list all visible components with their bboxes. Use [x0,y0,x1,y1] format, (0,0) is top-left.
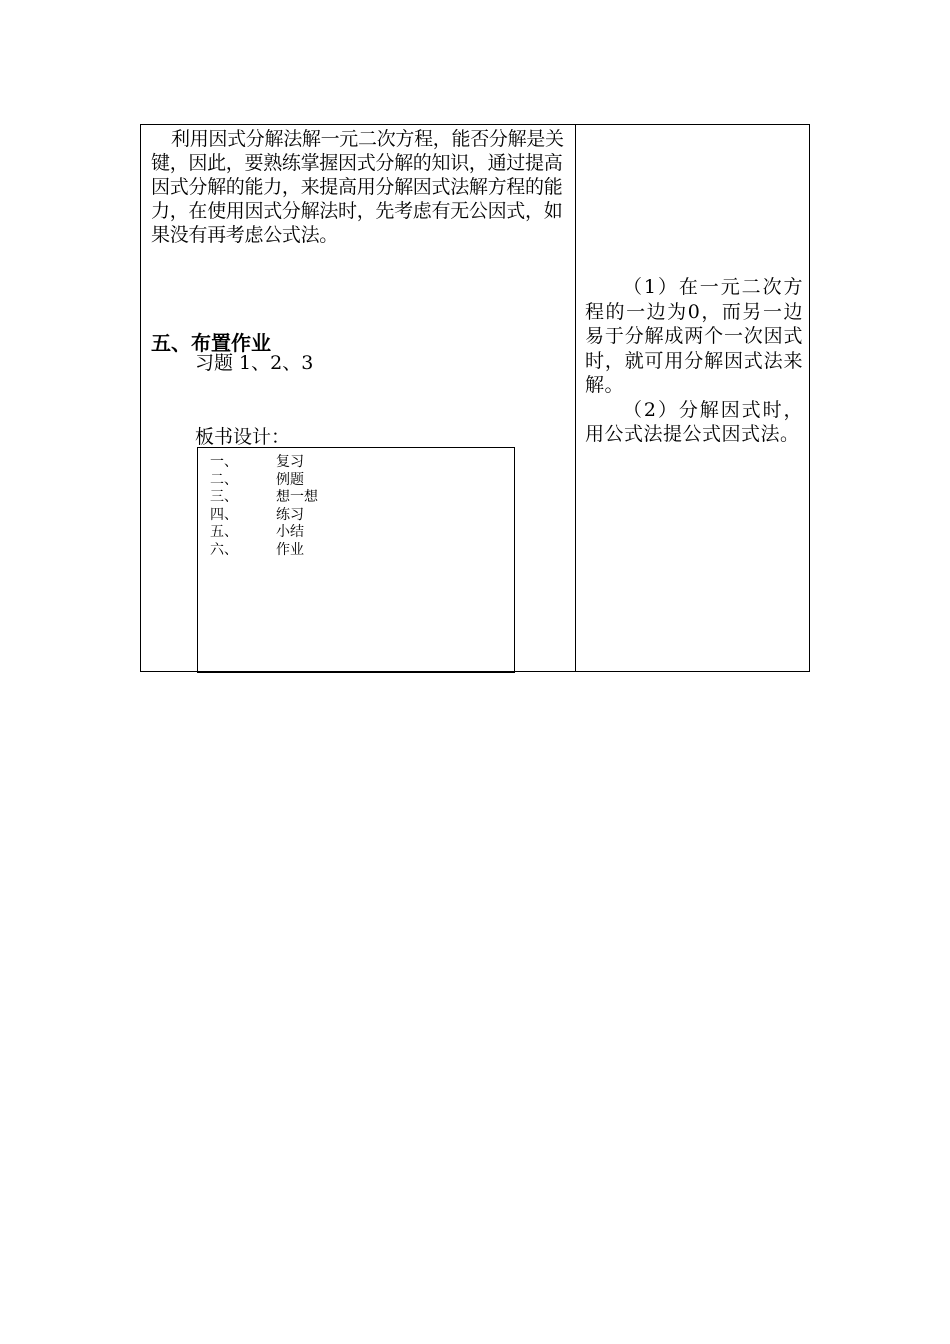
board-item-text: 想一想 [276,489,318,505]
board-item-text: 作业 [276,541,304,558]
summary-paragraph: 利用因式分解法解一元二次方程，能否分解是关键，因此，要熟练掌握因式分解的知识，通过提高因式分解的能力，来提高用分解因式法解方程的能力，在使用因式分解法时，先考虑有无公因式，如果没有再考虑公式法。 [151,128,564,246]
board-item-number: 六、 [210,541,238,558]
board-outline-item [210,472,318,490]
homework-exercises: 习题 1、2、3 [195,352,314,374]
board-item-number: 三、 [210,489,238,505]
board-design-title: 板书设计： [195,426,291,448]
column-divider [575,125,576,671]
board-design-box [197,447,515,673]
board-outline-item [210,542,318,560]
section-heading-homework: 五、布置作业 [151,331,271,355]
board-outline-item [210,489,318,507]
lesson-table [140,124,810,672]
right-cell-notes [585,275,803,447]
note-2: （2）分解因式时，用公式法提公式因式法。 [585,398,803,445]
board-item-number: 二、 [210,471,238,488]
board-item-number: 四、 [210,506,238,523]
board-item-text: 小结 [276,524,304,540]
board-outline-item [210,454,318,472]
board-outline-list [210,454,318,559]
board-item-number: 五、 [210,524,238,540]
board-outline-item [210,524,318,542]
board-item-text: 练习 [276,506,304,523]
note-1: （1）在一元二次方程的一边为0，而另一边易于分解成两个一次因式时，就可用分解因式法来解。 [585,276,803,396]
board-outline-item [210,507,318,525]
board-item-text: 复习 [276,454,304,470]
board-item-number: 一、 [210,454,238,470]
board-item-text: 例题 [276,471,304,488]
